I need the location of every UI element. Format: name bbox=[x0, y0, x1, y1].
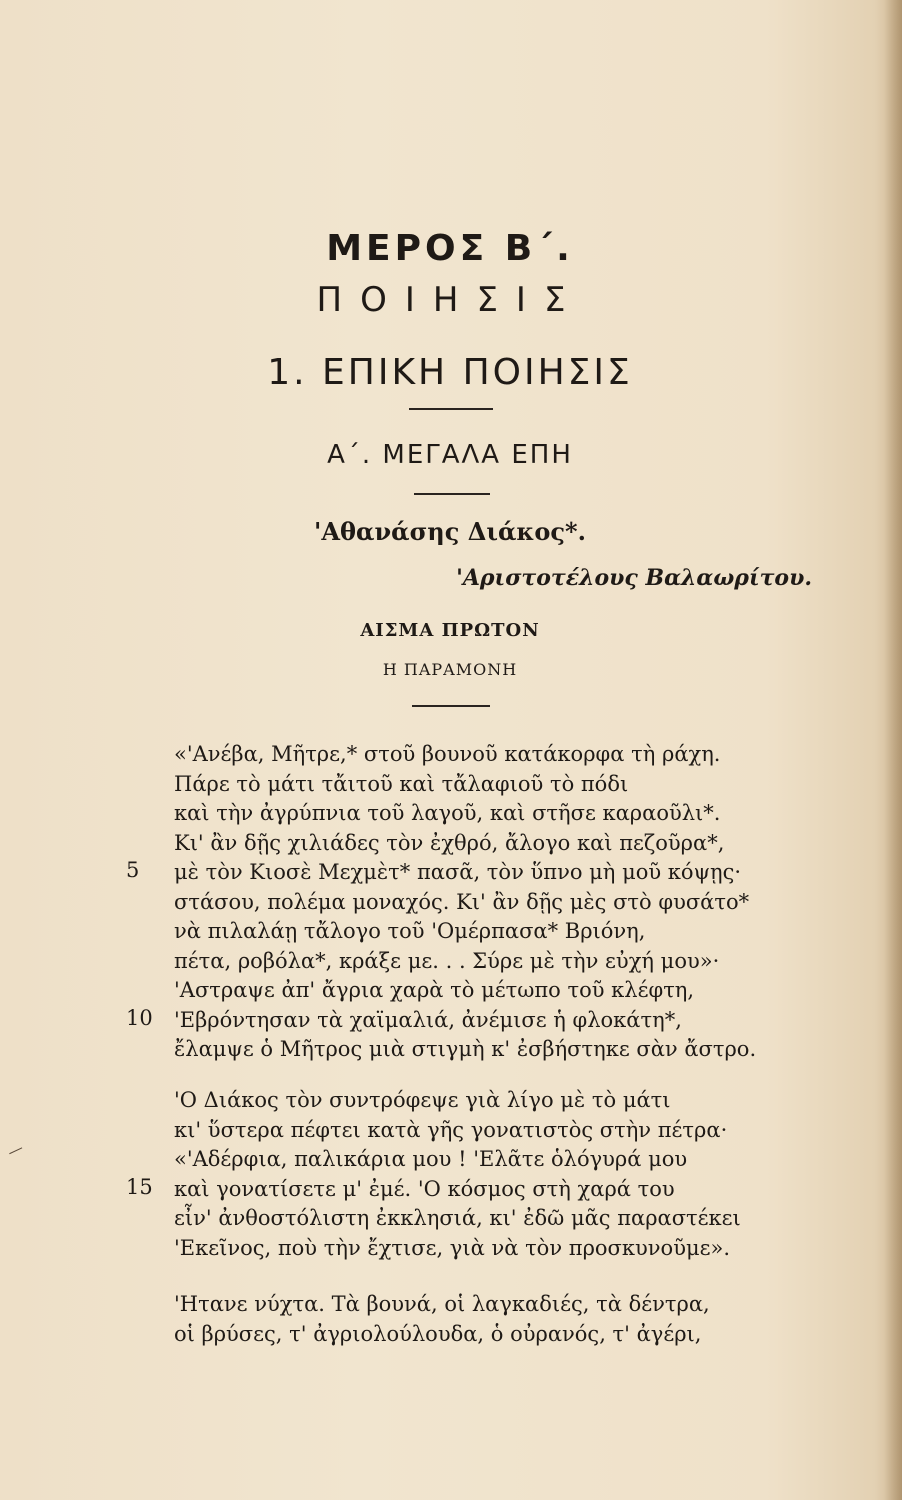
section-title: ΠΟΙΗΣΙΣ bbox=[316, 280, 584, 320]
verse-line: καὶ τὴν ἀγρύπνια τοῦ λαγοῦ, καὶ στῆσε καραοῦλι*. bbox=[174, 801, 721, 825]
chapter-title: 1. ΕΠΙΚΗ ΠΟΙΗΣΙΣ bbox=[267, 352, 633, 393]
divider-rule bbox=[409, 408, 493, 410]
poem-author: 'Αριστοτέλους Βαλαωρίτου. bbox=[456, 565, 812, 591]
verse-line: «'Αδέρφια, παλικάρια μου ! 'Ελᾶτε ὁλόγυρά μου bbox=[174, 1147, 688, 1171]
poem-title: 'Αθανάσης Διάκος*. bbox=[314, 517, 586, 546]
line-number: 10 bbox=[126, 1005, 153, 1030]
verse-line: 'Εβρόντησαν τὰ χαϊμαλιά, ἀνέμισε ἡ φλοκάτη*, bbox=[174, 1007, 682, 1032]
verse-line: εἶν' ἀνθοστόλιστη ἐκκλησιά, κι' ἐδῶ μᾶς παραστέκει bbox=[174, 1206, 741, 1230]
verse-line: 'Εκεῖνος, ποὺ τὴν ἔχτισε, γιὰ νὰ τὸν προσκυνοῦμε». bbox=[174, 1235, 731, 1260]
verse-line: «'Ανέβα, Μῆτρε,* στοῦ βουνοῦ κατάκορφα τὴ ράχη. bbox=[174, 742, 721, 766]
verse-line: μὲ τὸν Κιοσὲ Μεχμὲτ* πασᾶ, τὸν ὕπνο μὴ μοῦ κόψῃς· bbox=[174, 860, 742, 884]
line-number: 15 bbox=[126, 1174, 153, 1199]
song-subtitle: Η ΠΑΡΑΜΟΝΗ bbox=[382, 660, 518, 679]
verse-line: στάσου, πολέμα μοναχός. Κι' ἂν δῇς μὲς στὸ φυσάτο* bbox=[174, 889, 750, 914]
subchapter-title: Α΄. ΜΕΓΑΛΑ ΕΠΗ bbox=[327, 440, 573, 470]
stanza-1 bbox=[174, 740, 814, 1065]
song-heading: ΑΙΣΜΑ ΠΡΩΤΟΝ bbox=[360, 620, 540, 641]
verse-line: 'Ητανε νύχτα. Τὰ βουνά, οἱ λαγκαδιές, τὰ δέντρα, bbox=[174, 1292, 710, 1316]
verse-line: καὶ γονατίσετε μ' ἐμέ. 'Ο κόσμος στὴ χαρά του bbox=[174, 1176, 675, 1201]
verse-line: πέτα, ροβόλα*, κράξε με. . . Σύρε μὲ τὴν εὐχή μου»· bbox=[174, 948, 720, 973]
part-title: ΜΕΡΟΣ Β΄. bbox=[326, 228, 574, 269]
stanza-3 bbox=[174, 1290, 814, 1349]
verse-line: Πάρε τὸ μάτι τἄιτοῦ καὶ τἄλαφιοῦ τὸ πόδι bbox=[174, 771, 629, 796]
verse-line: 'Ο Διάκος τὸν συντρόφεψε γιὰ λίγο μὲ τὸ μάτι bbox=[174, 1088, 671, 1112]
verse-line: κι' ὕστερα πέφτει κατὰ γῆς γονατιστὸς στὴν πέτρα· bbox=[174, 1117, 728, 1142]
margin-pencil-mark bbox=[9, 1147, 25, 1159]
verse-line: Κι' ἂν δῇς χιλιάδες τὸν ἐχθρό, ἄλογο καὶ πεζοῦρα*, bbox=[174, 830, 725, 855]
verse-line: οἱ βρύσες, τ' ἀγριολούλουδα, ὁ οὐρανός, τ' ἀγέρι, bbox=[174, 1321, 702, 1346]
line-number: 5 bbox=[126, 858, 140, 882]
divider-rule bbox=[414, 493, 490, 495]
verse-line: 'Αστραψε ἀπ' ἄγρια χαρὰ τὸ μέτωπο τοῦ κλέφτη, bbox=[174, 978, 695, 1002]
page-edge-shadow bbox=[884, 0, 902, 1500]
verse-line: ἔλαμψε ὁ Μῆτρος μιὰ στιγμὴ κ' ἐσβήστηκε σὰν ἄστρο. bbox=[174, 1037, 757, 1061]
stanza-2 bbox=[174, 1086, 814, 1263]
verse-line: νὰ πιλαλάῃ τἄλογο τοῦ 'Ομέρπασα* Βριόνη, bbox=[174, 919, 646, 943]
divider-rule bbox=[412, 705, 490, 707]
